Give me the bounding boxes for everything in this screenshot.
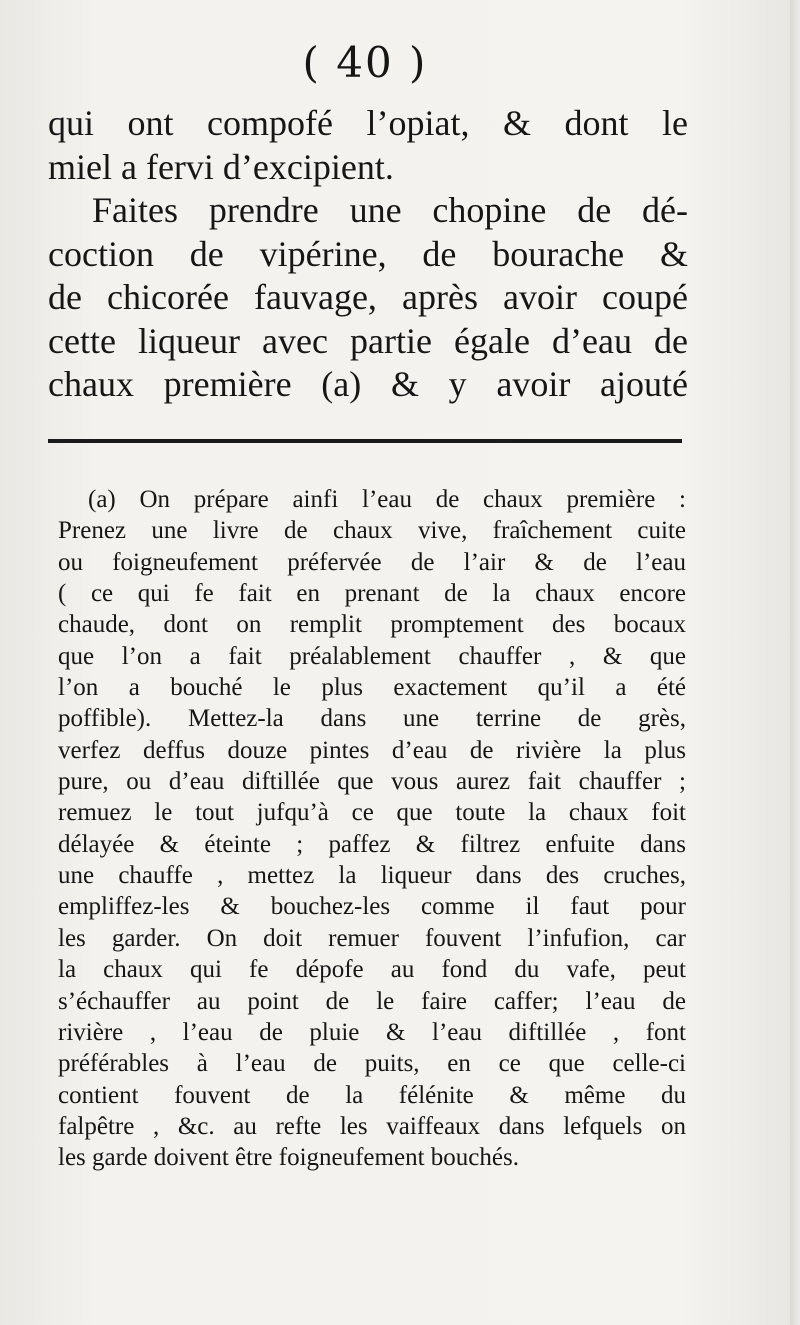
text-line: qui ont compofé l’opiat, & dont le — [48, 103, 688, 143]
page-edge-shadow — [790, 0, 800, 1325]
footnote-line: préférables à l’eau de puits, en ce que celle-ci — [58, 1050, 686, 1078]
footnote-line: les garde doivent être foigneufement bouchés. — [58, 1144, 519, 1172]
text-line: coction de vipérine, de bourache & — [48, 233, 688, 274]
footnote-line: contient fouvent de la félénite & même du — [58, 1081, 686, 1109]
page-number: ( 40 ) — [302, 38, 428, 87]
footnote-line: les garder. On doit remuer fouvent l’infufion, car — [58, 924, 686, 952]
footnote-line: empliffez-les & bouchez-les comme il faut pour — [58, 893, 686, 921]
footnote-line: remuez le tout jufqu’à ce que toute la chaux foit — [58, 799, 686, 827]
footnote-line: poffible). Mettez-la dans une terrine de grès, — [58, 705, 686, 733]
footnote-line: délayée & éteinte ; paffez & filtrez enfuite dans — [58, 830, 686, 858]
footnote-line: pure, ou d’eau diftillée que vous aurez fait chauffer ; — [58, 768, 686, 796]
footnote — [58, 484, 686, 1174]
footnote-line: l’on a bouché le plus exactement qu’il a été — [58, 674, 686, 702]
footnote-line: falpêtre , &c. au refte les vaiffeaux dans lefquels on — [58, 1112, 686, 1140]
footnote-line: que l’on a fait préalablement chauffer , & que — [58, 642, 686, 670]
footnote-line: verfez deffus douze pintes d’eau de rivière la plus — [58, 736, 686, 764]
text-line: chaux première (a) & y avoir ajouté — [48, 364, 688, 404]
footnote-line: s’échauffer au point de le faire caffer; l’eau de — [58, 987, 686, 1015]
text-line: miel a fervi d’excipient. — [48, 146, 394, 187]
footnote-line: rivière , l’eau de pluie & l’eau diftillée , font — [58, 1018, 686, 1046]
footnote-line: (a) On prépare ainfi l’eau de chaux première : — [88, 486, 686, 513]
footnote-line: Prenez une livre de chaux vive, fraîchement cuite — [58, 517, 686, 545]
footnote-line: une chauffe , mettez la liqueur dans des cruches, — [58, 862, 686, 890]
text-line: cette liqueur avec partie égale d’eau de — [48, 320, 688, 361]
footnote-line: ( ce qui fe fait en prenant de la chaux encore — [58, 580, 686, 608]
text-line: Faites prendre une chopine de dé- — [92, 190, 688, 230]
text-line: de chicorée fauvage, après avoir coupé — [48, 277, 688, 317]
footnote-line: ou foigneufement préfervée de l’air & de l’eau — [58, 548, 686, 576]
main-text — [48, 102, 688, 407]
footnote-line: la chaux qui fe dépofe au fond du vafe, peut — [58, 956, 686, 984]
footnote-line: chaude, dont on remplit promptement des bocaux — [58, 611, 686, 639]
footnote-rule — [48, 439, 682, 443]
